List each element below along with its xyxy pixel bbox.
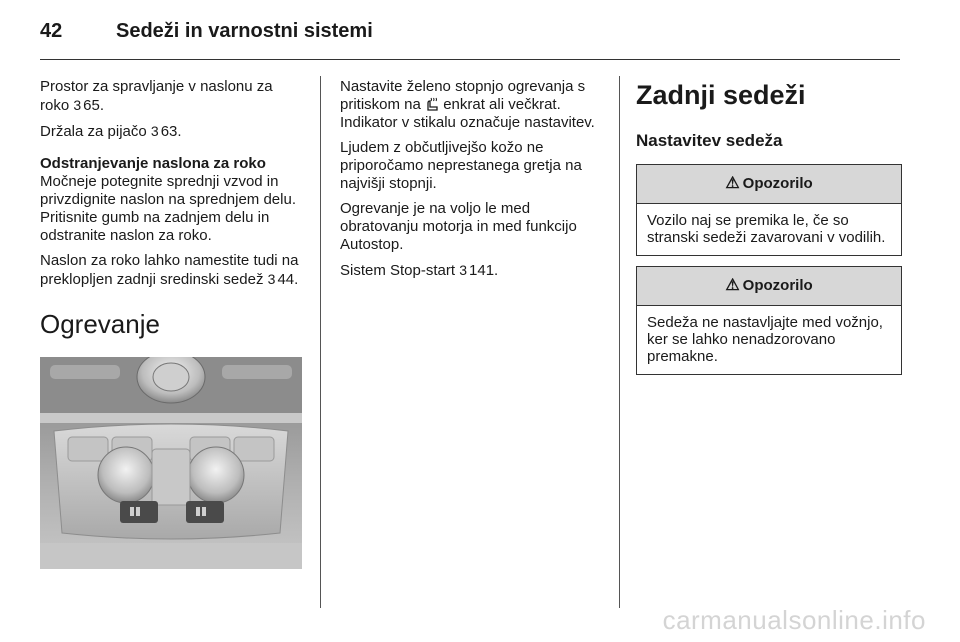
page-ref-icon: 3 [267,271,276,287]
page-number: 42 [40,20,63,42]
warning-header: ⚠ Opozorilo [637,267,901,306]
heated-seat-controls-photo [40,357,302,569]
page-ref[interactable]: 44. [277,271,299,288]
paragraph-heating-availability: Ogrevanje je na voljo le med obratovanju motorja in med funkcijo Autostop. [340,200,577,253]
paragraph-stop-start: Sistem Stop-start 3 141. [340,262,499,279]
warning-text: Vozilo naj se premika le, če so stranski sedeži zavarovani v vodilih. [647,212,886,246]
warning-box [636,164,902,256]
warning-header: ⚠ Opozorilo [637,165,901,204]
subsection-title-seat-adjustment: Nastavitev sedeža [636,131,783,150]
column-divider [320,76,321,608]
column-left [40,78,305,569]
column-right [636,78,902,385]
subheading-armrest-removal: Odstranjevanje naslona za roko Močneje potegnite sprednji vzvod in privzdignite naslon na sprednjem delu. Pritisnite gumb na zadnjem delu in odstranite naslon za roko. [40,155,296,244]
watermark: carmanualsonline.info [662,605,926,635]
page-ref[interactable]: 63. [160,123,182,140]
column-middle [340,78,608,287]
page-header [40,14,900,62]
paragraph-armrest-install: Naslon za roko lahko namestite tudi na preklopljen zadnji sredinski sedež 3 44. [40,252,299,288]
paragraph-cup-holder: Držala za pijačo 3 63. [40,123,182,140]
warning-triangle-icon: ⚠ [725,175,740,192]
chapter-title: Sedeži in varnostni sistemi [116,20,373,42]
seat-heat-icon [425,96,443,113]
page-ref[interactable]: 141. [469,262,499,279]
paragraph-sensitive-skin: Ljudem z občutljivejšo kožo ne priporočamo neprestanega gretja na najvišji stopnji. [340,139,582,192]
warning-box [636,266,902,375]
paragraph-armrest-storage: Prostor za spravljanje v naslonu za roko 3 65. [40,78,273,114]
page-ref-icon: 3 [73,97,82,113]
section-title-heating: Ogrevanje [40,309,160,339]
page-ref[interactable]: 65. [83,97,105,114]
temperature-knob-left[interactable] [98,447,154,503]
page-ref-icon: 3 [459,262,468,278]
temperature-knob-right[interactable] [188,447,244,503]
header-rule [40,59,900,60]
column-divider [619,76,620,608]
warning-triangle-icon: ⚠ [725,277,740,294]
warning-text: Sedeža ne nastavljajte med vožnjo, ker se lahko nenadzorovano premakne. [647,314,883,365]
paragraph-heating-level: Nastavite želeno stopnjo ogrevanja s pritiskom na enkrat ali večkrat. Indikator v stikalu označuje nastavitev. [340,78,595,131]
page-ref-icon: 3 [150,123,159,139]
section-title-rear-seats: Zadnji sedeži [636,80,806,110]
console-illustration [40,357,302,569]
